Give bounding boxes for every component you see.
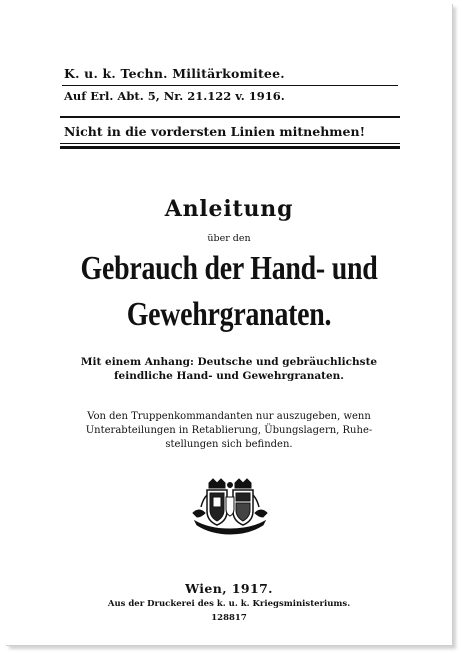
header-divider [62,85,398,86]
distribution-note-line-1: Von den Truppenkommandanten nur auszugeben, wenn [87,411,371,422]
main-title-line-1: Gebrauch der Hand- und [80,250,378,287]
printer-imprint: Aus der Druckerei des k. u. k. Kriegsministeriums. [107,599,351,609]
annex-line-1: Mit einem Anhang: Deutsche und gebräuchlichste [80,356,378,368]
warning-bottom-rule-thin [60,143,400,144]
document-page [6,4,453,646]
decree-reference: Auf Erl. Abt. 5, Nr. 21.122 v. 1916. [64,89,285,103]
imperial-coat-of-arms-icon [189,477,271,537]
print-number: 128817 [211,613,247,623]
warning-top-rule [60,116,400,118]
place-and-year: Wien, 1917. [185,581,273,596]
warning-bottom-rule-thick [60,146,400,149]
distribution-note [6,410,452,452]
annex-line-2: feindliche Hand- und Gewehrgranaten. [114,370,344,382]
title-preposition: über den [207,233,251,244]
document-heading: Anleitung [164,196,294,222]
distribution-note-line-2: Unterabteilungen in Retablierung, Übungslagern, Ruhe- [85,425,373,436]
warning-notice: Nicht in die vordersten Linien mitnehmen! [64,124,366,139]
distribution-note-line-3: stellungen sich befinden. [165,439,293,450]
committee-name: K. u. k. Techn. Militärkomitee. [64,66,285,81]
main-title-line-2: Gewehrgranaten. [126,296,332,333]
